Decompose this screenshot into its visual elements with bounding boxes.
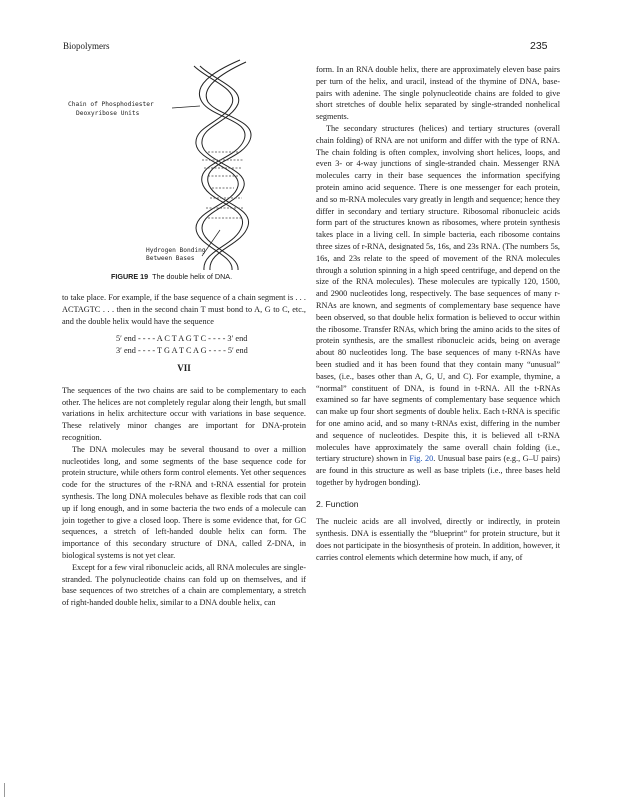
helix-strand-a-inner bbox=[206, 62, 251, 270]
chain-label-line2: Deoxyribose Units bbox=[76, 110, 140, 117]
right-paragraph-3: The nucleic acids are all involved, directly or indirectly, in protein synthesis. DNA is essentially the “blueprint” for protein structure, but it does not participate in the biosynthesis of protein. In addition, however, it carries control elements which determine how much, if any, of bbox=[316, 517, 560, 562]
left-paragraph-2: The sequences of the two chains are said to be complementary to each other. The helices are not completely regular along their length, but small variations in helix architecture occur with variations in base sequence. These relatively minor changes are important for DNA-protein recognition. bbox=[62, 385, 306, 442]
sequence-line-1: 5′ end - - - - A C T A G T C - - - - 3′ end bbox=[116, 334, 248, 344]
hbond-label-line1: Hydrogen Bonding bbox=[146, 247, 206, 254]
section-heading-function: 2. Function bbox=[316, 498, 359, 509]
right-paragraph-2-text-b: . Unusual base pairs (e.g., G–U pairs) are found in this structure as well as base triplets (i.e., three bases held together by hydrogen bonding). bbox=[316, 454, 561, 487]
fig-20-link[interactable]: Fig. 20 bbox=[409, 454, 434, 464]
left-text-column bbox=[62, 292, 306, 609]
right-paragraph-2 bbox=[316, 123, 560, 489]
right-paragraph-1: form. In an RNA double helix, there are approximately eleven base pairs per turn of the helix, and uracil, instead of the thymine of DNA, base-pairs with adenine. The single polynucleotide chains are folded to give short stretches of double helix separated by single-stranded nonhelical segments. bbox=[316, 65, 560, 122]
running-header-journal: Biopolymers bbox=[63, 41, 110, 51]
figure-caption-label: FIGURE 19 bbox=[111, 272, 149, 281]
page-number: 235 bbox=[530, 40, 548, 52]
base-sequence-block bbox=[116, 333, 306, 357]
hbond-label-line2: Between Bases bbox=[146, 255, 195, 262]
figure-caption bbox=[111, 272, 232, 281]
left-paragraph-1: to take place. For example, if the base sequence of a chain segment is . . . ACTAGTC . . . then in the second chain T must bond to A, G to C, etc., and the double helix would have the sequence bbox=[62, 293, 306, 326]
chain-label-line1: Chain of Phosphodiester bbox=[68, 101, 154, 108]
double-helix-diagram bbox=[62, 58, 308, 280]
right-text-column bbox=[316, 64, 560, 564]
page-edge-mark bbox=[4, 783, 5, 797]
left-paragraph-3: The DNA molecules may be several thousand to over a million nucleotides long, and some segments of the base sequence code for protein structure, while others form control elements. Yet other sequences code for the structures of the r-RNA and t-RNA essential for protein synthesis. The long DNA molecules behave as flexible rods that can coil up if long enough, and in some bacteria the two ends of a molecule can join together to give a closed loop. There is some evidence that, for GC sequences, a stretch of left-handed double helix can form. The importance of this secondary structure of DNA, called Z-DNA, in biological systems is not yet clear. bbox=[62, 444, 306, 560]
sequence-line-2: 3′ end - - - - T G A T C A G - - - - 5′ end bbox=[116, 346, 248, 356]
left-paragraph-4: Except for a few viral ribonucleic acids, all RNA molecules are single-stranded. The polynucleotide chains can fold up on themselves, and if base sequences of two stretches of a chain are complementary, a stretch of right-handed double helix, similar to a DNA double helix, can bbox=[62, 562, 306, 608]
section-number: VII bbox=[177, 362, 191, 373]
right-paragraph-2-text-a: The secondary structures (helices) and tertiary structures (overall chain folding) of RNA are not uniform and differ with the type of RNA. The chain folding is often complex, involving short helices, loops, and even 3- or 4-way junctions of single-stranded chain. Messenger RNA molecules carry in their base sequences the information specifying protein amino acid sequence. There is one messenger for each protein, and so m-RNA molecules vary greatly in length and sequence; hence they differ in secondary and tertiary structure. Ribosomal ribonucleic acids form part of the structures known as ribosomes, where protein synthesis takes place in a living cell. In simple bacteria, each ribosome contains three sizes of r-RNA, designated 5s, 16s, and 23s RNA. (The numbers 5s, 16s, and 23s relate to the speed of movement of the RNA molecules through a solution spinning in a high speed centrifuge, and depend on the size of the RNA molecules). These molecules are typically 120, 1500, and 2900 nucleotides long, respectively. The base sequences of many r-RNAs are known, and segments of complementary base sequence have been observed, so that double helix formation is believed to occur within the ribosome. Transfer RNAs, which bring the amino acids to the sites of protein synthesis, are the smallest ribonucleic acids, being on average about 80 nucleotides long. The base sequences of many t-RNAs have been studied and it has been found that they contain many “unusual” bases, (i.e., bases other than A, G, U, and C). For example, thymine, a “normal” constituent of DNA, is found in t-RNA. All the t-RNAs examined so far have segments of complementary base sequence which can make up four short segments of double helix. Each t-RNA is specific for one amino acid, and so many t-RNAs exist, differing in the number and sequence of nucleotides. Despite this, it is believed all t-RNA molecules have approximately the same overall chain folding (i.e., tertiary structure) shown in bbox=[316, 123, 560, 464]
chain-leader-line bbox=[172, 106, 200, 108]
dna-double-helix-figure bbox=[62, 58, 308, 280]
figure-caption-text: The double helix of DNA. bbox=[152, 272, 233, 281]
